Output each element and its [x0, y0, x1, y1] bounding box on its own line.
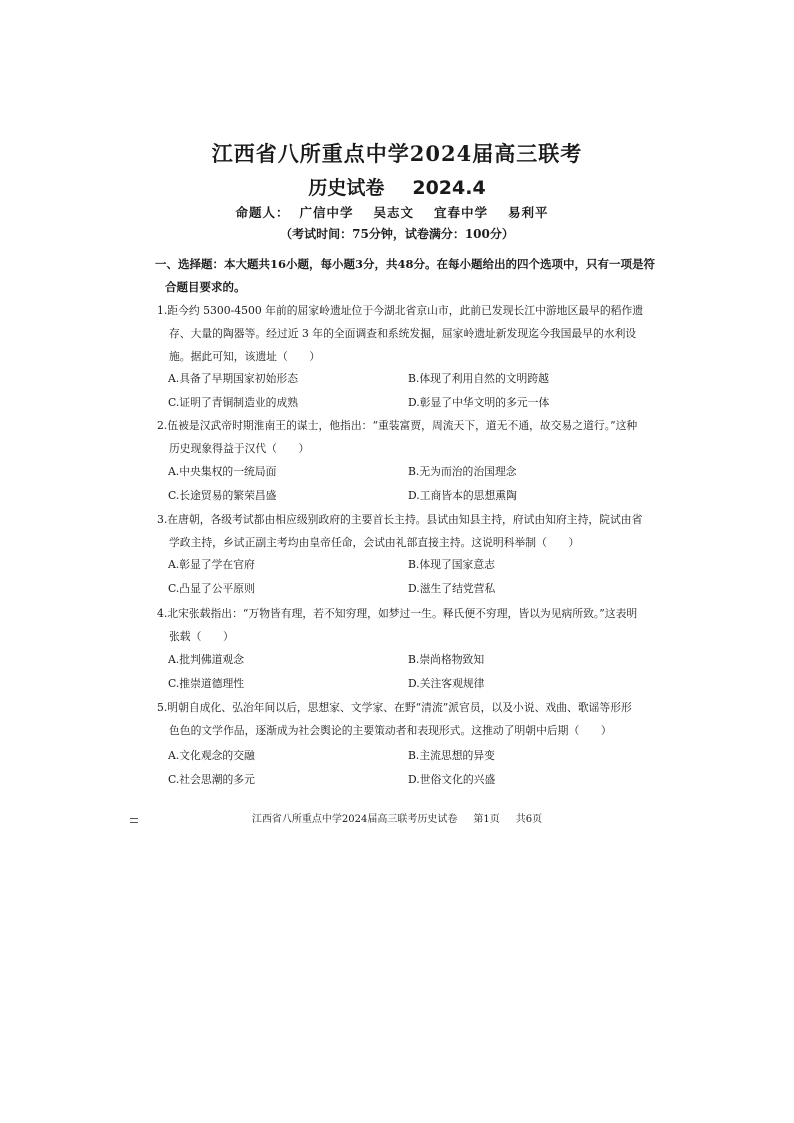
- question-line: 施。据此可知，该遗址（ ）: [169, 350, 321, 363]
- subject-label: 历史试卷: [308, 177, 385, 199]
- question-line: 5.明朝自成化、弘治年间以后，思想家、文学家、在野“清流”派官员，以及小说、戏曲、歌谣等形形: [157, 701, 632, 714]
- option-b: B.主流思想的异变: [408, 749, 495, 762]
- page-footer: [0, 810, 794, 825]
- question-3-options: [168, 553, 648, 601]
- question-line: 学政主持，乡试正副主考均由皇帝任命，会试由礼部直接主持。这说明科举制（ ）: [169, 536, 580, 549]
- option-a: A.彰显了学在官府: [168, 558, 255, 571]
- authors-label: 命题人：: [235, 205, 290, 220]
- section-heading: [155, 253, 655, 299]
- footer-total: 共6页: [515, 814, 543, 825]
- option-d: D.关注客观规律: [408, 677, 485, 690]
- option-c: C.凸显了公平原则: [168, 582, 255, 595]
- section-line-2: 合题目要求的。: [165, 280, 246, 294]
- question-line: 2.伍被是汉武帝时期淮南王的谋士，他指出：“重装富贾，周流天下，道无不通，故交易之道行。”这种: [157, 419, 638, 432]
- question-line: 3.在唐朝，各级考试都由相应级别政府的主要首长主持。县试由知县主持，府试由知府主持，院试由省: [157, 513, 643, 526]
- exam-date: 2024.4: [412, 177, 486, 199]
- section-line-1: 一、选择题：本大题共16小题，每小题3分，共48分。在每小题给出的四个选项中，只有一项是符: [155, 257, 656, 271]
- option-a: A.批判佛道观念: [168, 653, 245, 666]
- question-1-options: [168, 367, 648, 415]
- exam-subtitle: [0, 173, 794, 200]
- option-a: A.文化观念的交融: [168, 749, 255, 762]
- question-line: 1.距今约 5300-4500 年前的屈家岭遗址位于今湖北省京山市，此前已发现长江中游地区最早的稻作遗: [157, 304, 644, 317]
- question-2-options: [168, 460, 648, 508]
- question-2: [157, 414, 657, 460]
- footer-exam-name: 江西省八所重点中学2024届高三联考历史试卷: [251, 814, 458, 825]
- author-name-2: 易利平: [508, 205, 549, 220]
- option-d: D.彰显了中华文明的多元一体: [408, 396, 550, 409]
- question-4: [157, 602, 657, 648]
- option-d: D.世俗文化的兴盛: [408, 773, 496, 786]
- option-a: A.具备了早期国家初始形态: [168, 372, 298, 385]
- option-a: A.中央集权的一统局面: [168, 465, 277, 478]
- question-4-options: [168, 648, 648, 696]
- option-c: C.推崇道德理性: [168, 677, 245, 690]
- option-c: C.社会思潮的多元: [168, 773, 255, 786]
- question-line: 历史现象得益于汉代（ ）: [169, 442, 310, 455]
- option-b: B.崇尚格物致知: [408, 653, 485, 666]
- question-3: [157, 508, 657, 554]
- question-line: 4.北宋张载指出：“万物皆有理，若不知穷理，如梦过一生。释氏便不穷理，皆以为见病所致。”这表明: [157, 607, 638, 620]
- footer-page: 第1页: [473, 814, 500, 825]
- option-b: B.体现了利用自然的文明跨越: [408, 372, 549, 385]
- question-1: [157, 299, 657, 368]
- question-line: 张载（ ）: [169, 630, 234, 643]
- exam-title: 江西省八所重点中学2024届高三联考: [211, 141, 583, 166]
- question-line: 存、大量的陶器等。经过近 3 年的全面调查和系统发掘，屈家岭遗址新发现迄今我国最早的水利设: [169, 327, 637, 340]
- option-d: D.滋生了结党营私: [408, 582, 496, 595]
- question-5-options: [168, 744, 648, 792]
- author-name-1: 吴志文: [373, 205, 414, 220]
- question-5: [157, 696, 657, 742]
- option-d: D.工商皆本的思想熏陶: [408, 489, 517, 502]
- author-school-2: 宜春中学: [434, 205, 489, 220]
- option-c: C.证明了青铜制造业的成熟: [168, 396, 299, 409]
- option-b: B.无为而治的治国理念: [408, 465, 517, 478]
- author-school-1: 广信中学: [299, 205, 354, 220]
- option-b: B.体现了国家意志: [408, 558, 495, 571]
- option-c: C.长途贸易的繁荣昌盛: [168, 489, 277, 502]
- question-line: 色色的文学作品，逐渐成为社会舆论的主要策动者和表现形式。这推动了明朝中后期（ ）: [169, 724, 612, 737]
- exam-info: （考试时间：75分钟，试卷满分：100分）: [280, 227, 514, 241]
- authors-line: [0, 203, 794, 221]
